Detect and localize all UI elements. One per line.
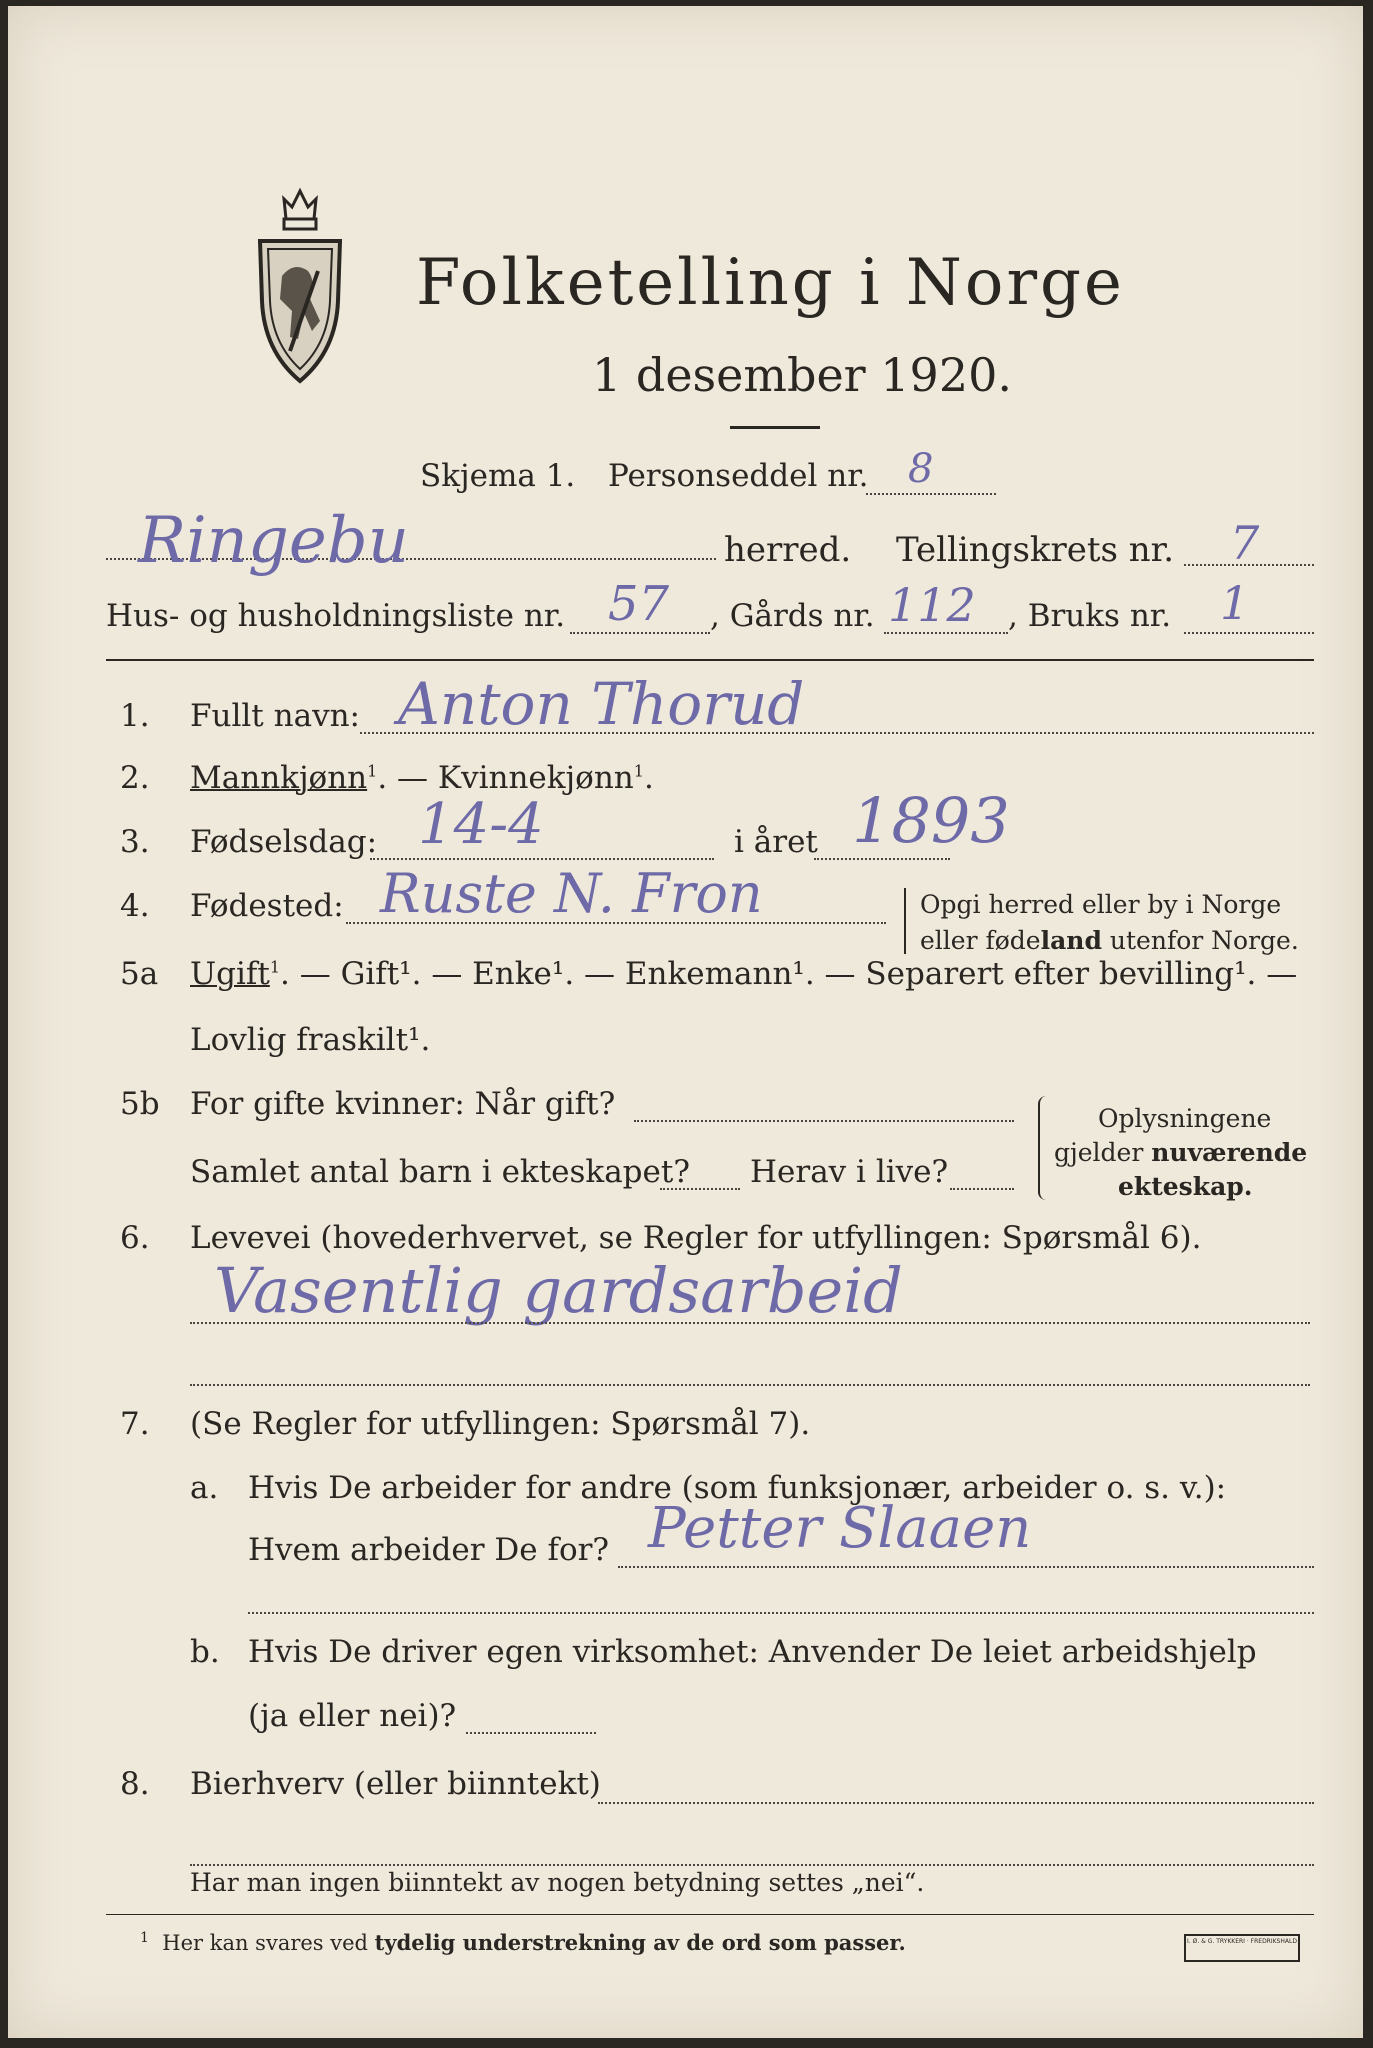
q2-options — [190, 760, 654, 796]
q5a-line2[interactable]: Lovlig fraskilt¹. — [190, 1022, 431, 1058]
gards-value[interactable]: 112 — [888, 578, 976, 632]
q5b-line2b: Herav i live? — [750, 1154, 949, 1190]
norwegian-coat-of-arms — [250, 181, 350, 386]
q7b-line2: (ja eller nei)? — [248, 1698, 457, 1734]
q5b-note2a: gjelder — [1054, 1138, 1152, 1167]
husliste-label: Hus- og husholdningsliste nr. — [106, 598, 566, 634]
q8-number: 8. — [120, 1766, 150, 1802]
footnote-text-a: Her kan svares ved — [162, 1931, 375, 1955]
schema-label: Skjema 1. — [420, 458, 576, 494]
footnote-divider — [106, 1914, 1314, 1915]
q6-line2 — [190, 1384, 1310, 1386]
personseddel-label: Personseddel nr. — [608, 458, 869, 494]
herred-value[interactable]: Ringebu — [138, 504, 409, 578]
tellingskrets-value[interactable]: 7 — [1230, 516, 1260, 570]
husliste-line — [570, 632, 710, 634]
header-divider — [106, 659, 1314, 661]
q2-female-sup: 1 — [633, 761, 644, 781]
bruks-line — [1184, 632, 1314, 634]
q3-year-line — [814, 858, 950, 860]
q5b-line2b-dots — [950, 1188, 1014, 1190]
personseddel-value[interactable]: 8 — [908, 446, 934, 492]
bruks-label: , Bruks nr. — [1008, 598, 1172, 634]
q4-note-a: eller føde — [920, 926, 1041, 955]
q6-number: 6. — [120, 1220, 150, 1256]
q4-label: Fødested: — [190, 888, 344, 924]
q7a-extra-line — [248, 1612, 1314, 1614]
q3-value[interactable]: 14-4 — [418, 792, 544, 857]
q2-male-option[interactable]: Mannkjønn — [190, 760, 368, 796]
gards-line — [884, 632, 1008, 634]
q6-line1 — [190, 1322, 1310, 1324]
q7a-letter: a. — [190, 1470, 219, 1506]
q8-line1 — [598, 1802, 1314, 1804]
q6-value[interactable]: Vasentlig gardsarbeid — [214, 1254, 903, 1327]
q3-label: Fødselsdag: — [190, 824, 378, 860]
q3-year-value[interactable]: 1893 — [852, 784, 1010, 857]
q5b-note1: Oplysningene — [1098, 1104, 1272, 1133]
q4-number: 4. — [120, 888, 150, 924]
printer-stamp-text: I. Ø. & G. TRYKKERI · FREDRIKSHALD — [1187, 1938, 1297, 1945]
footnote-mark: 1 — [140, 1930, 149, 1946]
q7b-line1: Hvis De driver egen virksomhet: Anvender De leiet arbeidshjelp — [248, 1634, 1257, 1670]
bruks-value[interactable]: 1 — [1220, 576, 1250, 630]
form-title: Folketelling i Norge — [416, 246, 1125, 320]
q2-end: . — [643, 760, 654, 796]
herred-label: herred. — [724, 530, 852, 570]
q7a-line2: Hvem arbeider De for? — [248, 1532, 610, 1568]
gards-label: , Gårds nr. — [710, 598, 875, 634]
personseddel-line — [866, 493, 996, 495]
census-form — [8, 6, 1363, 2038]
q2-number: 2. — [120, 760, 150, 796]
q5b-line2a-dots — [660, 1188, 740, 1190]
q2-male-sup: 1 — [367, 761, 378, 781]
q4-note-line2 — [920, 926, 1299, 955]
q7b-letter: b. — [190, 1634, 220, 1670]
q5a-ugift-option[interactable]: Ugift — [190, 956, 270, 992]
q8-line2 — [190, 1864, 1314, 1866]
q5b-note-brace — [1038, 1096, 1050, 1200]
q4-note-b: land — [1040, 926, 1102, 955]
q5a-options — [190, 956, 1297, 992]
q1-number: 1. — [120, 698, 150, 734]
q3-number: 3. — [120, 824, 150, 860]
q3-year-label: i året — [734, 824, 818, 860]
q2-female-option[interactable]: . — Kvinnekjønn — [377, 760, 634, 796]
q5b-line1-dots — [634, 1120, 1014, 1122]
q1-value[interactable]: Anton Thorud — [398, 670, 805, 738]
q5b-note2 — [1054, 1138, 1307, 1167]
q7a-line2-dots — [618, 1566, 1314, 1568]
printer-stamp — [1184, 1934, 1300, 1962]
q5b-note2b: nuværende — [1151, 1138, 1308, 1167]
q7-label: (Se Regler for utfyllingen: Spørsmål 7). — [190, 1406, 811, 1442]
husliste-value[interactable]: 57 — [608, 576, 670, 632]
q5b-number: 5b — [120, 1086, 160, 1122]
q5b-note3: ekteskap. — [1118, 1172, 1253, 1201]
tellingskrets-label: Tellingskrets nr. — [896, 530, 1175, 570]
q4-note-brace — [904, 888, 912, 954]
q5b-line1: For gifte kvinner: Når gift? — [190, 1086, 616, 1122]
q5a-number: 5a — [120, 956, 159, 992]
q4-value[interactable]: Ruste N. Fron — [380, 862, 763, 925]
q7b-line2-dots — [466, 1732, 596, 1734]
footnote-text-b: tydelig understrekning av de ord som passer. — [374, 1930, 906, 1955]
q5a-other-options[interactable]: . — Gift¹. — Enke¹. — Enkemann¹. — Separert efter bevilling¹. — — [280, 956, 1298, 992]
q4-note-c: utenfor Norge. — [1101, 926, 1299, 955]
footnote — [140, 1930, 906, 1955]
q7-number: 7. — [120, 1406, 150, 1442]
q7a-line1: Hvis De arbeider for andre (som funksjonær, arbeider o. s. v.): — [248, 1470, 1227, 1506]
q5b-line2a: Samlet antal barn i ekteskapet? — [190, 1154, 690, 1190]
title-rule — [730, 426, 820, 429]
q3-line — [370, 858, 714, 860]
q4-note-line1: Opgi herred eller by i Norge — [920, 890, 1282, 919]
note-bottom: Har man ingen biinntekt av nogen betydning settes „nei“. — [190, 1868, 925, 1897]
q8-label: Bierhverv (eller biinntekt) — [190, 1766, 601, 1802]
q5a-ugift-sup: 1 — [269, 957, 281, 977]
q1-label: Fullt navn: — [190, 698, 360, 734]
q7a-value[interactable]: Petter Slaaen — [648, 1496, 1032, 1561]
q6-label: Levevei (hovederhvervet, se Regler for utfyllingen: Spørsmål 6). — [190, 1220, 1202, 1256]
census-date: 1 desember 1920. — [592, 348, 1012, 402]
